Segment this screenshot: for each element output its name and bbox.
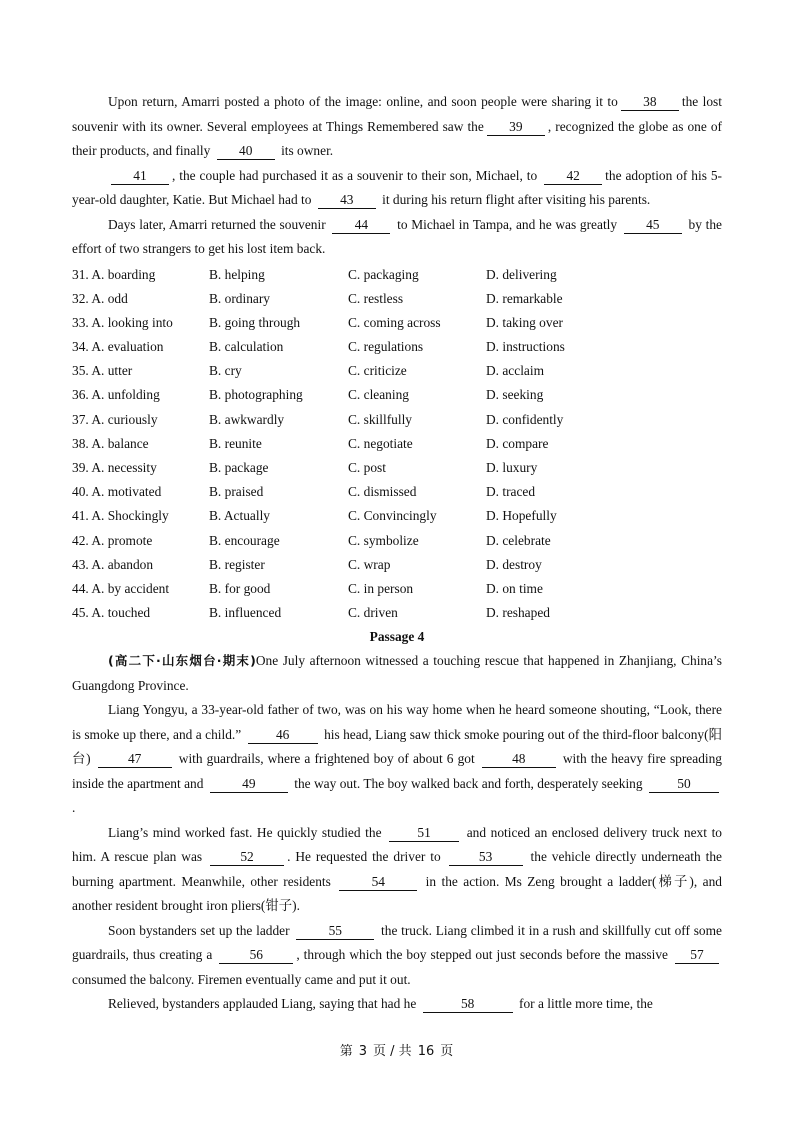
option-row-35 bbox=[72, 359, 722, 383]
blank-50: 50 bbox=[649, 776, 719, 793]
blank-58: 58 bbox=[423, 996, 513, 1013]
option-row-45 bbox=[72, 601, 722, 625]
option-row-42 bbox=[72, 529, 722, 553]
text: in the action. Ms Zeng brought a ladder(梯子), and another resident brought iron pliers(钳子). bbox=[72, 873, 722, 914]
option-b: B. going through bbox=[209, 314, 301, 330]
page-footer bbox=[0, 1040, 793, 1059]
text: the truck. Liang climbed it in a rush and skillfully cut off some guardrails, thus creating a bbox=[72, 922, 722, 963]
text: Days later, Amarri returned the souvenir bbox=[108, 216, 326, 232]
option-d: D. luxury bbox=[486, 460, 538, 475]
option-c: C. wrap bbox=[348, 556, 391, 572]
option-a: 36. A. unfolding bbox=[72, 387, 160, 403]
option-c: C. post bbox=[348, 460, 386, 475]
options-list bbox=[72, 263, 722, 626]
text: Liang’s mind worked fast. He quickly studied the bbox=[108, 824, 382, 840]
option-d: D. celebrate bbox=[486, 532, 551, 548]
option-row-41 bbox=[72, 504, 722, 528]
option-a: 35. A. utter bbox=[72, 363, 133, 379]
text: Soon bystanders set up the ladder bbox=[108, 922, 290, 938]
blank-49: 49 bbox=[210, 776, 288, 793]
text: the adoption of his 5-year-old daughter, Katie. But Michael had to bbox=[72, 167, 723, 207]
text: and noticed an enclosed delivery truck next to him. A rescue plan was bbox=[72, 824, 722, 865]
blank-57: 57 bbox=[675, 947, 719, 964]
option-b: B. reunite bbox=[209, 435, 262, 451]
option-row-39 bbox=[72, 456, 722, 480]
option-a: 39. A. necessity bbox=[72, 460, 157, 475]
option-c: C. symbolize bbox=[348, 532, 419, 548]
blank-54: 54 bbox=[339, 874, 417, 891]
option-b: B. for good bbox=[209, 580, 271, 596]
footer-mid: 页 / 共 bbox=[373, 1044, 412, 1059]
text: Upon return, Amarri posted a photo of the image: online, and soon people were sharing it to bbox=[108, 94, 618, 109]
option-b: B. Actually bbox=[209, 508, 270, 524]
option-row-38 bbox=[72, 432, 722, 456]
option-a: 34. A. evaluation bbox=[72, 339, 164, 355]
option-c: C. skillfully bbox=[348, 411, 412, 427]
blank-46: 46 bbox=[248, 727, 318, 744]
blank-52: 52 bbox=[210, 849, 284, 866]
text: , the couple had purchased it as a souvenir to their son, Michael, to bbox=[172, 167, 538, 183]
passage-title: Passage 4 bbox=[369, 629, 425, 645]
paragraph-3 bbox=[72, 213, 722, 262]
option-c: C. coming across bbox=[348, 314, 441, 330]
text: for a little more time, the bbox=[519, 996, 653, 1012]
paragraph-6 bbox=[72, 919, 722, 993]
option-b: B. calculation bbox=[209, 339, 284, 355]
blank-39: 39 bbox=[487, 119, 545, 136]
text: its owner. bbox=[281, 143, 334, 158]
option-a: 33. A. looking into bbox=[72, 314, 173, 330]
option-row-43 bbox=[72, 553, 722, 577]
option-d: D. compare bbox=[486, 435, 549, 451]
blank-45: 45 bbox=[624, 217, 682, 234]
option-row-32 bbox=[72, 287, 722, 311]
option-row-31 bbox=[72, 263, 722, 287]
blank-41: 41 bbox=[111, 168, 169, 185]
blank-56: 56 bbox=[219, 947, 293, 964]
option-d: D. reshaped bbox=[486, 605, 550, 621]
option-b: B. ordinary bbox=[209, 290, 270, 306]
text: Relieved, bystanders applauded Liang, saying that had he bbox=[108, 996, 417, 1012]
paragraph-5 bbox=[72, 821, 722, 919]
document-page bbox=[72, 90, 722, 1017]
option-a: 44. A. by accident bbox=[72, 580, 170, 596]
text: his head, Liang saw thick smoke pouring out of the third-floor balcony(阳台) bbox=[72, 726, 722, 767]
option-c: C. packaging bbox=[348, 266, 419, 282]
paragraph-1 bbox=[72, 90, 722, 164]
text: Liang Yongyu, a 33-year-old father of two, was on his way home when he heard someone shouting, “Look, there is smoke up there, and a child.” bbox=[72, 702, 722, 742]
option-d: D. taking over bbox=[486, 314, 563, 330]
source-tag: (高二下·山东烟台·期末) bbox=[108, 653, 256, 669]
option-c: C. cleaning bbox=[348, 387, 409, 403]
option-a: 42. A. promote bbox=[72, 532, 153, 548]
option-c: C. driven bbox=[348, 605, 398, 621]
option-b: B. influenced bbox=[209, 605, 282, 621]
option-a: 41. A. Shockingly bbox=[72, 508, 169, 524]
paragraph-4 bbox=[72, 698, 722, 821]
option-b: B. package bbox=[209, 460, 269, 475]
option-b: B. awkwardly bbox=[209, 411, 285, 427]
option-b: B. praised bbox=[209, 484, 264, 500]
option-d: D. acclaim bbox=[486, 363, 544, 379]
blank-42: 42 bbox=[544, 168, 602, 185]
passage-intro bbox=[72, 649, 722, 698]
option-c: C. regulations bbox=[348, 339, 424, 355]
option-c: C. criticize bbox=[348, 363, 407, 379]
option-d: D. remarkable bbox=[486, 290, 563, 306]
option-row-44 bbox=[72, 577, 722, 601]
blank-40: 40 bbox=[217, 143, 275, 160]
option-d: D. Hopefully bbox=[486, 508, 557, 524]
option-d: D. on time bbox=[486, 580, 543, 596]
text: consumed the balcony. Firemen eventually came and put it out. bbox=[72, 971, 411, 987]
option-row-36 bbox=[72, 383, 722, 407]
option-d: D. seeking bbox=[486, 387, 544, 403]
blank-44: 44 bbox=[332, 217, 390, 234]
option-c: C. negotiate bbox=[348, 435, 413, 451]
text: the way out. The boy walked back and forth, desperately seeking bbox=[294, 775, 643, 791]
text: with guardrails, where a frightened boy of about 6 got bbox=[178, 751, 475, 767]
text: with the heavy fire spreading inside the apartment and bbox=[72, 751, 722, 791]
text: the lost souvenir with its owner. Several employees at Things Remembered saw the bbox=[72, 94, 722, 134]
option-a: 38. A. balance bbox=[72, 435, 149, 451]
text: . bbox=[72, 800, 76, 816]
option-c: C. dismissed bbox=[348, 484, 417, 500]
option-a: 45. A. touched bbox=[72, 605, 151, 621]
blank-55: 55 bbox=[296, 923, 374, 940]
footer-prefix: 第 bbox=[339, 1044, 353, 1059]
blank-51: 51 bbox=[389, 825, 459, 842]
text: the vehicle directly underneath the burning apartment. Meanwhile, other residents bbox=[72, 849, 722, 889]
option-row-33 bbox=[72, 311, 722, 335]
option-a: 31. A. boarding bbox=[72, 266, 156, 282]
paragraph-7 bbox=[72, 992, 722, 1017]
option-d: D. instructions bbox=[486, 339, 565, 355]
text: . He requested the driver to bbox=[287, 849, 441, 865]
blank-43: 43 bbox=[318, 192, 376, 209]
option-d: D. traced bbox=[486, 484, 536, 500]
total-pages: 16 bbox=[417, 1044, 435, 1059]
option-d: D. confidently bbox=[486, 411, 564, 427]
blank-38: 38 bbox=[621, 94, 679, 111]
blank-47: 47 bbox=[98, 751, 172, 768]
option-c: C. Convincingly bbox=[348, 508, 437, 524]
page-number: 3 bbox=[358, 1044, 368, 1059]
option-row-37 bbox=[72, 408, 722, 432]
option-b: B. register bbox=[209, 556, 265, 572]
option-b: B. cry bbox=[209, 363, 242, 379]
option-row-40 bbox=[72, 480, 722, 504]
text: by the effort of two strangers to get his lost item back. bbox=[72, 216, 722, 256]
option-b: B. helping bbox=[209, 266, 265, 282]
footer-suffix: 页 bbox=[440, 1044, 454, 1059]
option-c: C. restless bbox=[348, 290, 404, 306]
option-a: 43. A. abandon bbox=[72, 556, 154, 572]
blank-48: 48 bbox=[482, 751, 556, 768]
text: it during his return flight after visiting his parents. bbox=[382, 192, 651, 207]
text: One July afternoon witnessed a touching rescue that happened in Zhanjiang, China’s Guangdong Province. bbox=[72, 653, 722, 693]
text: , through which the boy stepped out just seconds before the massive bbox=[296, 947, 668, 963]
text: , recognized the globe as one of their products, and finally bbox=[72, 118, 723, 158]
option-row-34 bbox=[72, 335, 722, 359]
option-a: 32. A. odd bbox=[72, 290, 128, 306]
option-b: B. encourage bbox=[209, 532, 280, 548]
text: to Michael in Tampa, and he was greatly bbox=[397, 216, 618, 232]
option-d: D. destroy bbox=[486, 556, 542, 572]
option-a: 40. A. motivated bbox=[72, 484, 162, 500]
option-c: C. in person bbox=[348, 580, 414, 596]
paragraph-2 bbox=[72, 164, 722, 213]
option-b: B. photographing bbox=[209, 387, 303, 403]
blank-53: 53 bbox=[449, 849, 523, 866]
option-a: 37. A. curiously bbox=[72, 411, 158, 427]
option-d: D. delivering bbox=[486, 266, 557, 282]
